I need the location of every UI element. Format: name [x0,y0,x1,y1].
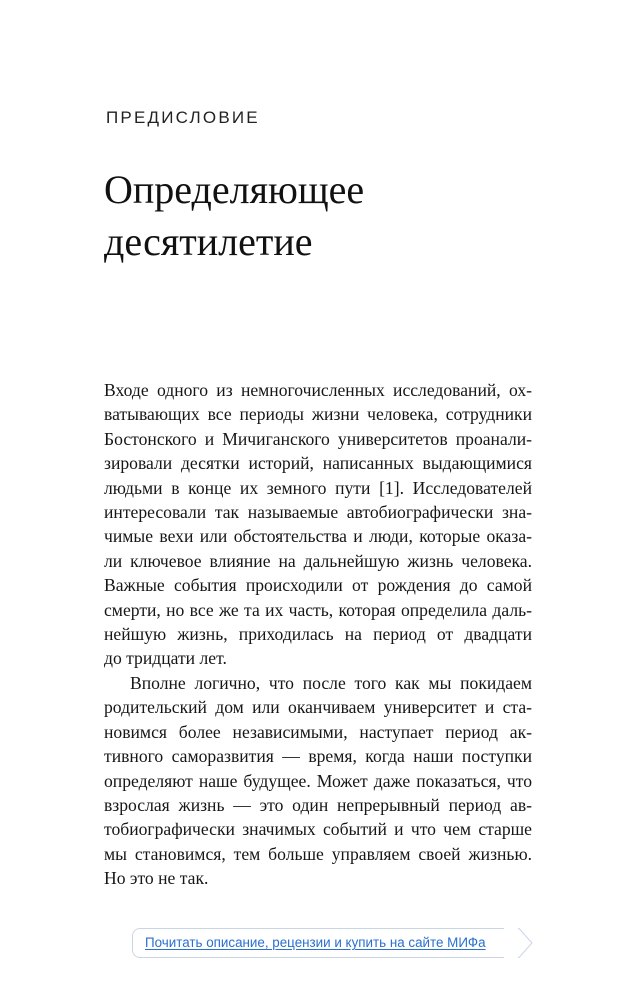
paragraph-2 [104,671,532,891]
text-line: взрослая жизнь — это один непрерывный период ав- [104,794,532,815]
buy-on-mif-link[interactable] [132,928,504,958]
text-line: новимся более независимыми, наступает период ак- [104,721,532,742]
text-line: Бостонского и Мичиганского университетов проанали- [104,428,532,449]
text-line: мы становимся, тем больше управляем своей жизнью. [104,843,532,864]
text-line: ватывающих все периоды жизни человека, сотрудники [104,404,532,425]
text-line: до тридцати лет. [104,648,227,669]
section-label: ПРЕДИСЛОВИЕ [106,108,260,127]
paragraph-1 [104,378,532,671]
text-line: смерти, но все же та их часть, которая определила даль- [104,599,532,620]
text-line: Входе одного из немногочисленных исследований, ох- [104,380,532,400]
chapter-title [104,164,544,268]
text-line: интересовали так называемые автобиографически зна- [104,502,532,523]
text-line: Но это не так. [104,868,209,889]
text-line: определяют наше будущее. Может даже показаться, что [104,770,532,791]
text-line: нейшую жизнь, приходилась на период от двадцати [104,624,532,645]
text-line: Важные события происходили от рождения до самой [104,575,532,596]
text-line: Вполне логично, что после того как мы покидаем [130,672,532,693]
buy-on-mif-link-label: Почитать описание, рецензии и купить на сайте МИФа [145,935,486,950]
text-line: тобиографически значимых событий и что чем старше [104,819,532,840]
chapter-title-line-1: Определяющее [104,167,365,212]
chapter-title-line-2: десятилетие [104,219,313,264]
text-line: родительский дом или оканчиваем университет и ста- [104,697,532,718]
body-text [104,378,532,891]
text-line: зировали десятки историй, написанных выдающимися [104,453,532,474]
text-line: чимые вехи или обстоятельства и люди, которые оказа- [104,526,532,547]
text-line: тивного саморазвития — время, когда наши поступки [104,746,532,767]
text-line: людьми в конце их земного пути [1]. Исследователей [104,477,532,498]
text-line: ли ключевое влияние на дальнейшую жизнь человека. [104,550,532,571]
cta-container [132,928,504,958]
